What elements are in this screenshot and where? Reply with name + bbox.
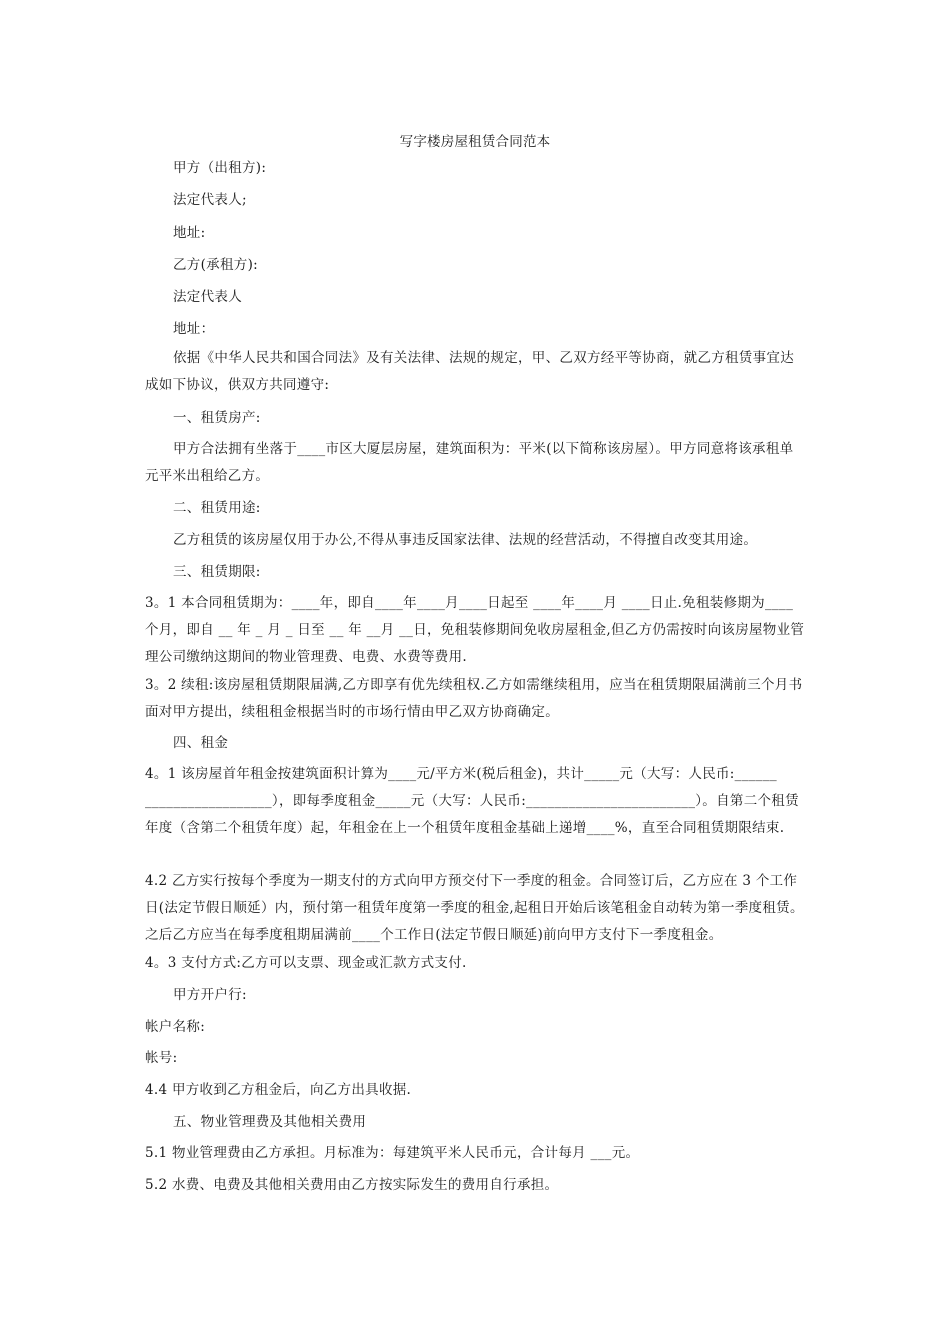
party-b-label: 乙方(承租方): [173, 257, 258, 273]
clause-4-1: 4。1 该房屋首年租金按建筑面积计算为____元/平方米(税后租金)，共计_____元（大写：人民币:______ __________________），即每季度租金_____元（大写：人民币:________________________）。自第二个租赁年度（含第二个租赁年度）起，年租金在上一个租赁年度租金基础上递增____%，直至合同租赁期限结束. [145, 766, 799, 836]
clause-4-2: 4.2 乙方实行按每个季度为一期支付的方式向甲方预交付下一季度的租金。合同签订后，乙方应在 3 个工作日(法定节假日顺延）内，预付第一租赁年度第一季度的租金,起租日开始后该笔租金自动转为第一季度租赁。之后乙方应当在每季度租期届满前____个工作日(法定节假日顺延)前向甲方支付下一季度租金。 [145, 873, 804, 943]
party-b-representative: 法定代表人 [173, 289, 242, 305]
clause-4-4: 4.4 甲方收到乙方租金后，向乙方出具收据. [145, 1082, 412, 1098]
section-1-heading: 一、租赁房产: [173, 410, 261, 426]
clause-3-1: 3。1 本合同租赁期为：____年，即自____年____月____日起至 ____年____月 ____日止.免租装修期为____个月，即自 __ 年 _ 月 _ 日至 __ 年 __月 __日，免租装修期间免收房屋租金,但乙方仍需按时向该房屋物业管理公司缴纳这期间的物业管理费、电费、水费等费用. [145, 595, 805, 665]
account-name-label: 帐户名称: [145, 1019, 206, 1035]
preamble-paragraph: 依据《中华人民共和国合同法》及有关法律、法规的规定，甲、乙双方经平等协商，就乙方租赁事宜达成如下协议，供双方共同遵守: [145, 350, 794, 393]
clause-4-3: 4。3 支付方式:乙方可以支票、现金或汇款方式支付. [145, 955, 467, 971]
bank-label: 甲方开户行: [173, 987, 247, 1003]
party-a-address: 地址: [173, 225, 206, 241]
clause-3-2: 3。2 续租:该房屋租赁期限届满,乙方即享有优先续租权.乙方如需继续租用，应当在租赁期限届满前三个月书面对甲方提出，续租租金根据当时的市场行情由甲乙双方协商确定。 [145, 677, 803, 720]
section-1-body: 甲方合法拥有坐落于____市区大厦层房屋，建筑面积为：平米(以下简称该房屋）。甲方同意将该承租单元平米出租给乙方。 [145, 441, 794, 484]
section-2-body: 乙方租赁的该房屋仅用于办公,不得从事违反国家法律、法规的经营活动，不得擅自改变其用途。 [173, 532, 758, 548]
party-b-address: 地址： [173, 321, 215, 337]
clause-5-1: 5.1 物业管理费由乙方承担。月标准为：每建筑平米人民币元，合计每月 ___元。 [145, 1145, 640, 1161]
account-number-label: 帐号: [145, 1050, 178, 1066]
section-3-heading: 三、租赁期限: [173, 564, 261, 580]
party-a-label: 甲方（出租方): [173, 160, 267, 176]
section-5-heading: 五、物业管理费及其他相关费用 [173, 1114, 367, 1130]
section-2-heading: 二、租赁用途: [173, 500, 261, 516]
document-title: 写字楼房屋租赁合同范本 [399, 134, 551, 150]
section-4-heading: 四、租金 [173, 735, 229, 751]
clause-5-2: 5.2 水费、电费及其他相关费用由乙方按实际发生的费用自行承担。 [145, 1177, 559, 1193]
party-a-representative: 法定代表人; [173, 192, 247, 208]
